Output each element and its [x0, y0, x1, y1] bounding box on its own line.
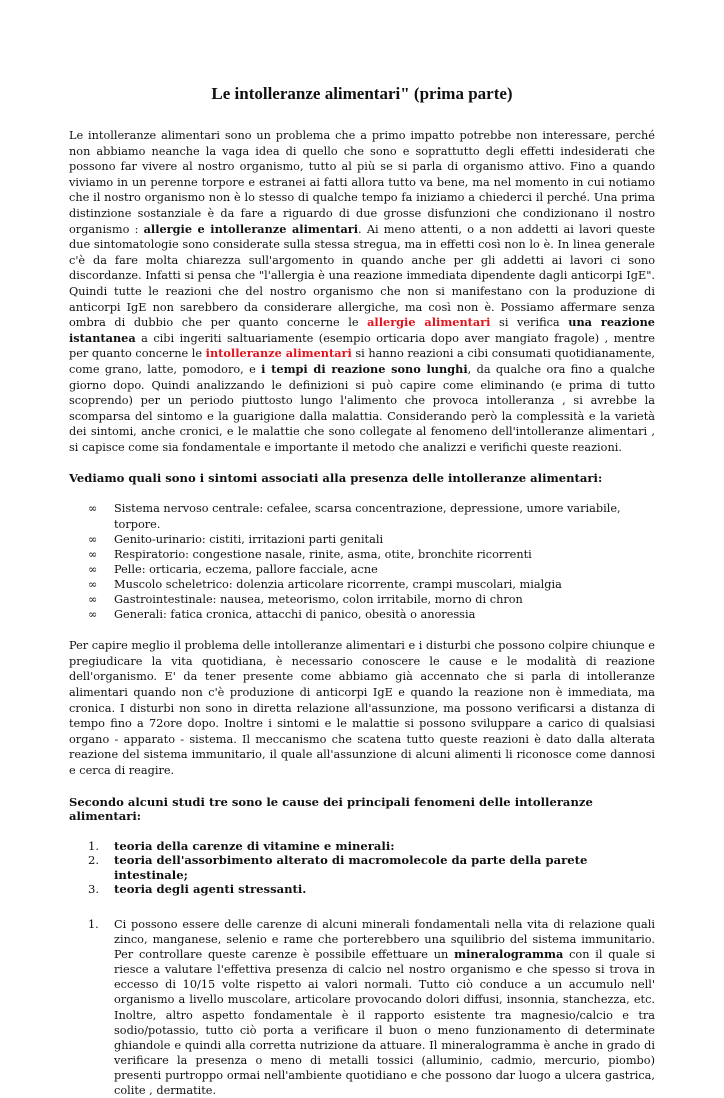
- detail-text: [114, 917, 655, 1098]
- item-number: 3.: [88, 882, 100, 897]
- list-item: [88, 607, 655, 622]
- list-item: [88, 562, 655, 577]
- intro-bold-tempi: i tempi di reazione sono lunghi: [261, 361, 468, 376]
- infinity-bullet-icon: ∞: [88, 502, 98, 516]
- infinity-bullet-icon: ∞: [88, 532, 98, 546]
- infinity-bullet-icon: ∞: [88, 593, 98, 607]
- detail-text-1: Ci possono essere delle carenze di alcuni minerali fondamentali nella vita di relazione quali zinco, manganese, selenio e rame che porterebbero una squilibrio del sistema immunitario. Per controllare queste carenze è possibile effettuare un: [114, 917, 655, 962]
- spacer: [69, 622, 655, 638]
- cause-text: teoria degli agenti stressanti.: [114, 882, 307, 897]
- list-item: [88, 592, 655, 607]
- item-number: 2.: [88, 853, 100, 868]
- symptom-text: Respiratorio: congestione nasale, rinite, asma, otite, bronchite ricorrenti: [114, 547, 532, 561]
- cause-text: teoria della carenze di vitamine e minerali:: [114, 838, 395, 853]
- causes-intro-paragraph: Per capire meglio il problema delle intolleranze alimentari e i disturbi che possono colpire chiunque e pregiudicare la vita quotidiana, è necessario conoscere le cause e le modalità di reazione dell'organismo. E' da tener presente come abbiamo già accennato che si parla di intolleranze alimentari quando non c'è produzione di anticorpi IgE e quando la reazione non è immediata, ma cronica. I disturbi non sono in diretta relazione all'assunzione, ma possono verificarsi a distanza di tempo fino a 72ore dopo. Inoltre i sintomi e le malattie si possono sviluppare a carico di qualsiasi organo - apparato - sistema. Il meccanismo che scatena tutto queste reazioni è dato dalla alterata reazione del sistema immunitario, il quale all'assunzione di alcuni alimenti li riconosce come dannosi e cerca di reagire.: [69, 639, 655, 777]
- list-item: [88, 882, 655, 897]
- symptom-text: Pelle: orticaria, eczema, pallore facciale, acne: [114, 562, 378, 576]
- list-item: [88, 577, 655, 592]
- intro-red-allergie: allergie alimentari: [367, 315, 491, 330]
- detail-text-2: con il quale si riesce a valutare l'effettiva presenza di calcio nel nostro organismo e che spesso si trova in eccesso di 10/15 volte rispetto ai valori normali. Tutto ciò conduce a un accumulo nell' organismo a livello muscolare, articolare provocando dolori diffusi, insonnia, stanchezza, etc. Inoltre, altro aspetto fondamentale è il rapporto esistente tra magnesio/calcio e tra sodio/potassio, tutto ciò porta a verificare il buon o meno funzionamento di determinate ghiandole e quindi alla corretta nutrizione da attuare. Il mineralogramma è anche in grado di verificare la presenza o meno di metalli tossici (alluminio, cadmio, mercurio, piombo) presenti purtroppo ormai nell'ambiente quotidiano e che possono dar luogo a ulcera gastrica, colite , dermatite.: [114, 948, 655, 1097]
- causes-heading: Secondo alcuni studi tre sono le cause dei principali fenomeni delle intolleranze alimentari:: [69, 794, 593, 823]
- infinity-bullet-icon: ∞: [88, 547, 98, 561]
- infinity-bullet-icon: ∞: [88, 577, 98, 591]
- intro-text-3: si verifica: [490, 316, 569, 330]
- item-number: 1.: [88, 838, 100, 853]
- intro-text-4: a cibi ingeriti saltuariamente (esempio orticaria dopo aver mangiato fragole) , mentre per quanto concerne le: [69, 331, 655, 361]
- symptom-text: Genito-urinario: cistiti, irritazioni parti genitali: [114, 532, 384, 546]
- symptom-text: Generali: fatica cronica, attacchi di panico, obesità o anoressia: [114, 608, 476, 622]
- list-item: [88, 501, 655, 531]
- list-item: [88, 547, 655, 562]
- list-item: [88, 532, 655, 547]
- intro-text-2: . Ai meno attenti, o a non addetti ai lavori queste due sintomatologie sono considerate sulla stessa stregua, ma in effetti così non lo è. In linea generale c'è da fare molta chiarezza sull'argomento in quando anche per gli addetti ai lavori ci sono discordanze. Infatti si pensa che "l'allergia è una reazione immediata dipendente dagli anticorpi IgE". Quindi tutte le reazioni che del nostro organismo che non si manifestano con la produzione di anticorpi IgE non sarebbero da considerare allergiche, ma così non è. Possiamo affermare senza ombra di dubbio che per quanto concerne le: [69, 222, 656, 330]
- infinity-bullet-icon: ∞: [88, 608, 98, 622]
- infinity-bullet-icon: ∞: [88, 562, 98, 576]
- intro-bold-allergie: allergie e intolleranze alimentari: [143, 221, 359, 236]
- symptoms-list: [69, 501, 655, 622]
- symptom-text: Muscolo scheletrico: dolenzia articolare ricorrente, crampi muscolari, mialgia: [114, 577, 562, 591]
- detail-list: [69, 917, 655, 1098]
- intro-bold-reazione: una reazione istantanea: [69, 315, 655, 345]
- symptoms-heading: Vediamo quali sono i sintomi associati alla presenza delle intolleranze alimentari:: [69, 471, 603, 486]
- list-item: [88, 853, 655, 882]
- intro-text-6: , da qualche ora fino a qualche giorno dopo. Quindi analizzando le definizioni si può capire come eliminando (e prima di tutto scoprendo) per un periodo piuttosto lungo l'alimento che provoca intolleranza , si avrebbe la scomparsa del sintomo e la guarigione dalla malattia. Considerando però la complessità e la varietà dei sintomi, anche cronici, e le malattie che sono collegate al fenomeno dell'intolleranze alimentari , si capisce come sia fondamentale e importante il metodo che analizzi e verifichi queste reazioni.: [69, 362, 655, 454]
- symptom-text: Gastrointestinale: nausea, meteorismo, colon irritabile, morno di chron: [114, 593, 523, 607]
- intro-paragraph: [69, 128, 655, 455]
- symptom-text: Sistema nervoso centrale: cefalee, scarsa concentrazione, depressione, umore variabile, torpore.: [114, 502, 621, 531]
- list-item: [88, 917, 655, 1098]
- causes-list: [69, 839, 655, 897]
- list-item: [88, 839, 655, 854]
- item-number: 1.: [88, 917, 99, 931]
- intro-red-intolleranze: intolleranze alimentari: [205, 346, 352, 361]
- detail-bold-mineralogramma: mineralogramma: [454, 947, 564, 962]
- intro-text-5: si hanno reazioni a cibi consumati quotidianamente, come grano, latte, pomodoro, e: [69, 347, 655, 376]
- page-title: Le intolleranze alimentari" (prima parte): [211, 84, 513, 103]
- cause-text: teoria dell'assorbimento alterato di macromolecole da parte della parete intestinale;: [114, 853, 588, 882]
- intro-text-1: Le intolleranze alimentari sono un problema che a primo impatto potrebbe non interessare, perché non abbiamo neanche la vaga idea di quello che sono e soprattutto degli effetti indesiderati che possono far vivere al nostro organismo, tutto al più se si parla di organismo attivo. Fino a quando viviamo in un perenne torpore e estranei ai fatti allora tutto va bene, ma nel momento in cui notiamo che il nostro organismo non è lo stesso di qualche tempo fa iniziamo a chiederci il perché. Una prima distinzione sostanziale è da fare a riguardo di due grosse disfunzioni che condizionano il nostro organismo :: [69, 129, 655, 236]
